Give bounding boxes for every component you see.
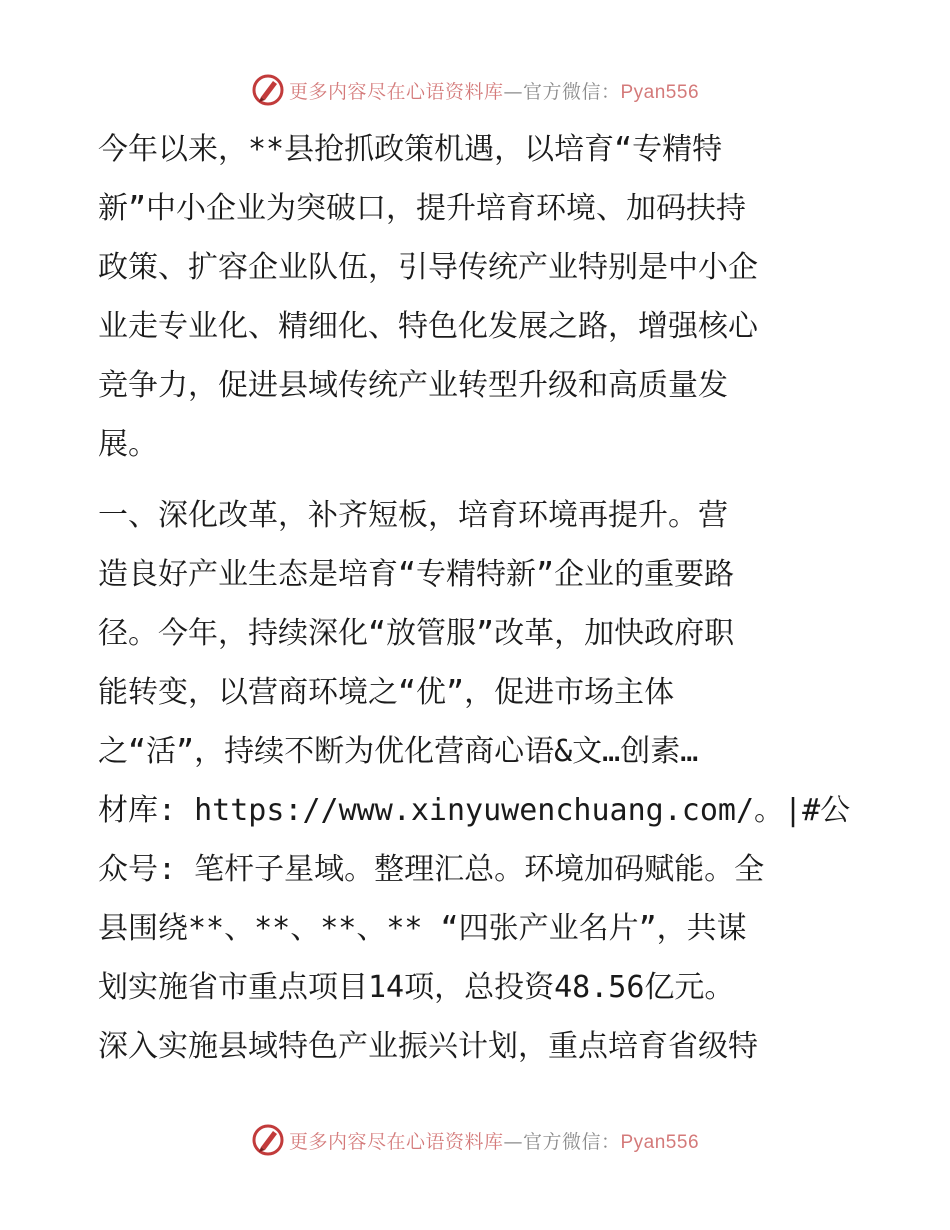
text-line: 新”中小企业为突破口，提升培育环境、加码扶持 [98,191,747,226]
text-line: 展。 [98,427,158,462]
text-line: 今年以来，**县抢抓政策机遇，以培育“专精特 [98,132,723,167]
text-line: 材库: https://www.xinyuwenchuang.com/。|#公 [98,793,851,828]
document-body [98,120,858,1076]
text-line: 竞争力，促进县域传统产业转型升级和高质量发 [98,368,728,403]
watermark-text: 更多内容尽在心语资料库—官方微信：Pyan556 [288,80,700,103]
watermark-text: 更多内容尽在心语资料库—官方微信：Pyan556 [288,1130,700,1153]
text-line: 深入实施县域特色产业振兴计划，重点培育省级特 [98,1029,758,1064]
paragraph-gap [98,474,858,486]
text-line: 造良好产业生态是培育“专精特新”企业的重要路 [98,557,735,592]
text-line: 能转变，以营商环境之“优”，促进市场主体 [98,675,675,710]
text-line: 之“活”，持续不断为优化营商心语&文…创素… [98,734,699,769]
text-line: 划实施省市重点项目14项，总投资48.56亿元。 [98,970,735,1005]
watermark-header [0,70,950,110]
watermark-footer [0,1120,950,1160]
paragraph-section-one [98,486,858,1076]
text-line: 径。今年，持续深化“放管服”改革，加快政府职 [98,616,735,651]
pen-logo-icon [251,73,285,107]
text-line: 一、深化改革，补齐短板，培育环境再提升。营 [98,498,728,533]
text-line: 县围绕**、**、**、** “四张产业名片”，共谋 [98,911,747,946]
pen-logo-icon [251,1123,285,1157]
text-line: 业走专业化、精细化、特色化发展之路，增强核心 [98,309,758,344]
paragraph-intro [98,120,858,474]
text-line: 众号: 笔杆子星域。整理汇总。环境加码赋能。全 [98,852,765,887]
text-line: 政策、扩容企业队伍，引导传统产业特别是中小企 [98,250,758,285]
